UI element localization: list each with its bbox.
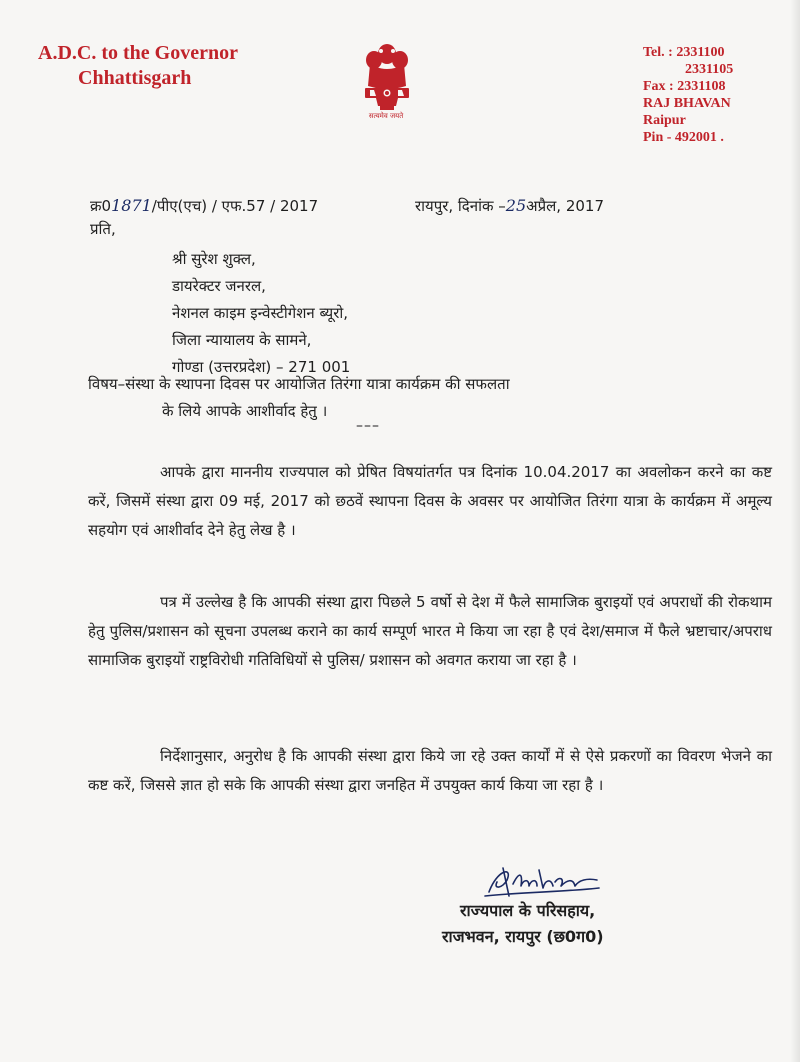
body-paragraph (88, 458, 772, 545)
paragraph-text: आपके द्वारा माननीय राज्यपाल को प्रेषित विषयांतर्गत पत्र दिनांक 10.04.2017 का अवलोकन करने का कष्ट करें, जिसमें संस्था द्वारा 09 मई, 2017 को छठवें स्थापना दिवस के अवसर पर आयोजित तिरंगा यात्रा के कार्यक्रम में अमूल्य सहयोग एवं आशीर्वाद देने हेतु लेख है । (88, 463, 772, 539)
letter-date (415, 196, 604, 216)
reference-prefix: क्र0 (90, 197, 112, 215)
recipient-address (172, 246, 350, 381)
reference-suffix: /पीए(एच) / एफ.57 / 2017 (151, 197, 319, 215)
city-line: Raipur (643, 113, 686, 128)
emblem-motto: सत्यमेव जयते (368, 112, 404, 120)
telephone-line-2: 2331105 (685, 62, 734, 77)
reference-number (90, 196, 318, 216)
address-line: श्री सुरेश शुक्ल, (172, 250, 256, 268)
body-paragraph (88, 588, 772, 675)
handwritten-signature (483, 862, 603, 902)
handwritten-date-day: 25 (505, 196, 527, 215)
salutation-to: प्रति, (90, 220, 116, 238)
address-line: नेशनल काइम इन्वेस्टीगेशन ब्यूरो, (172, 304, 349, 322)
address-line: गोण्डा (उत्तरप्रदेश) – 271 001 (172, 358, 351, 376)
letterhead-contact (643, 44, 733, 146)
subject-separator: ––– (356, 418, 380, 434)
pin-line: Pin - 492001 . (643, 130, 724, 145)
org-line: RAJ BHAVAN (643, 96, 731, 111)
subject-line-2: के लिये आपके आशीर्वाद हेतु । (162, 402, 328, 420)
subject-line-1: विषय–संस्था के स्थापना दिवस पर आयोजित तिरंगा यात्रा कार्यक्रम की सफलता (88, 375, 510, 393)
date-suffix: अप्रैल, 2017 (526, 197, 605, 215)
paragraph-text: पत्र में उल्लेख है कि आपकी संस्था द्वारा पिछले 5 वर्षो से देश में फैले सामाजिक बुराइयों एवं अपराधों की रोकथाम हेतु पुलिस/प्रशासन को सूचना उपलब्ध कराने का कार्य सम्पूर्ण भारत मे किया जा रहा है एवं देश/समाज में फैले भ्रष्टाचार/अपराध सामाजिक बुराइयों राष्ट्रविरोधी गतिविधियों से पुलिस/ प्रशासन को अवगत कराया जा रहा है । (88, 593, 772, 669)
signatory-designation: राज्यपाल के परिसहाय, (460, 901, 596, 920)
letterhead-office (38, 40, 238, 90)
address-line: जिला न्यायालय के सामने, (172, 331, 312, 349)
paragraph-text: निर्देशानुसार, अनुरोध है कि आपकी संस्था द्वारा किये जा रहे उक्त कार्यों में से ऐसे प्रकरणों का विवरण भेजने का कष्ट करें, जिससे ज्ञात हो सके कि आपकी संस्था द्वारा जनहित में उपयुक्त कार्य किया जा रहा है । (88, 747, 772, 794)
page-edge-shadow (790, 0, 800, 1062)
letterhead-state: Chhattisgarh (78, 67, 192, 89)
handwritten-reference-number: 1871 (111, 196, 152, 215)
fax-line: Fax : 2331108 (643, 79, 726, 94)
letterhead-title: A.D.C. to the Governor (38, 42, 238, 64)
body-paragraph (88, 742, 772, 800)
address-line: डायरेक्टर जनरल, (172, 277, 266, 295)
signatory-office: राजभवन, रायपुर (छ0ग0) (442, 927, 604, 946)
telephone-line: Tel. : 2331100 (643, 45, 725, 60)
signatory-block (442, 898, 604, 950)
date-prefix: रायपुर, दिनांक – (415, 197, 506, 215)
subject-block (88, 371, 778, 425)
